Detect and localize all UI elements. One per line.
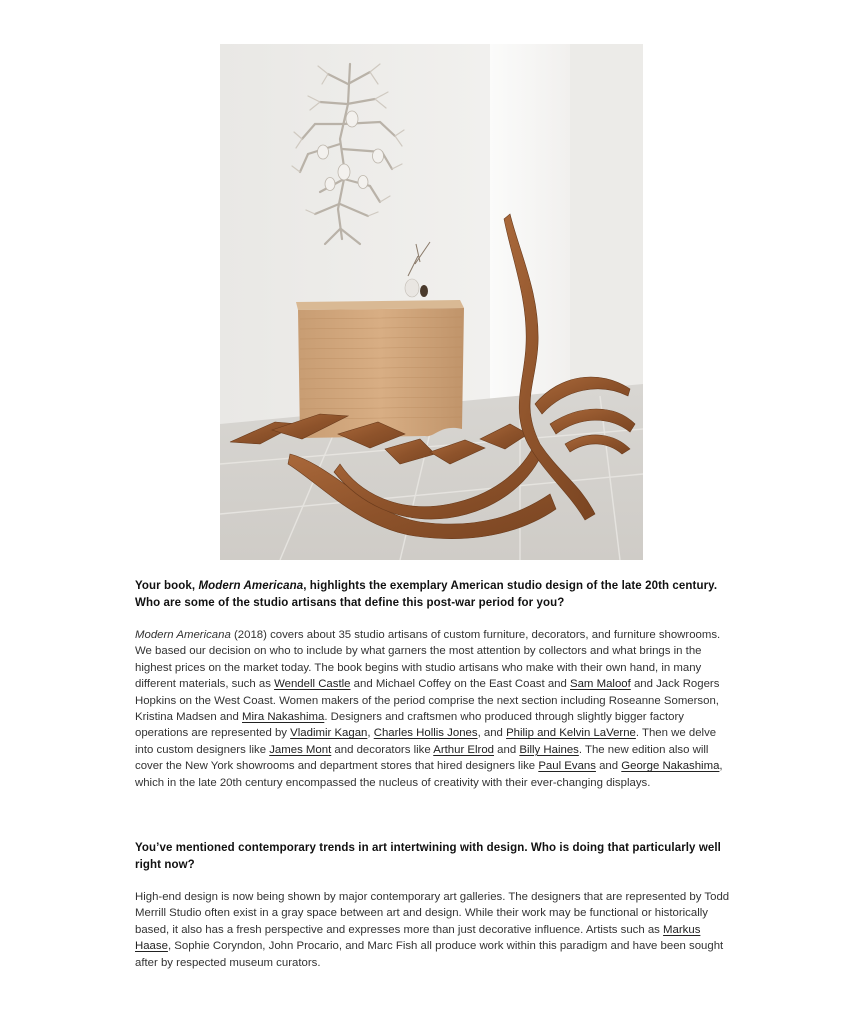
answer-text: and Jack Rogers Hopkins on the West Coast. Women makers of the period comprise the next section including Roseanne Somerson, Kristina Madsen and xyxy=(135,678,720,724)
link-billy-haines[interactable]: Billy Haines xyxy=(519,743,579,756)
answer-text: . Then we delve into custom designers like xyxy=(135,727,717,756)
question-text: , highlights the exemplary American studio design of the late 20th century. Who are some of the studio artisans that define this post-war period for you? xyxy=(135,580,718,609)
answer-text: , Sophie Coryndon, John Procario, and Marc Fish all produce work within this paradigm and have been sought after by respected museum curators. xyxy=(135,940,724,969)
book-title: Modern Americana xyxy=(135,629,231,641)
answer-text: . Designers and craftsmen who produced through slightly bigger factory operations are represented by xyxy=(135,711,684,740)
gallery-photo xyxy=(220,44,643,560)
link-paul-evans[interactable]: Paul Evans xyxy=(538,760,596,773)
interview-question-2 xyxy=(135,840,735,873)
answer-text: and decorators like xyxy=(331,743,434,756)
answer-text: , xyxy=(367,727,374,740)
answer-text: High-end design is now being shown by major contemporary art galleries. The designers that are represented by Todd Merrill Studio often exist in a gray space between art and design. While their work may be functional or historically based, it also has a fresh perspective and expresses more than just decorative influence. Artists such as xyxy=(135,891,730,936)
link-wendell-castle[interactable]: Wendell Castle xyxy=(274,678,351,691)
book-title: Modern Americana xyxy=(198,580,304,592)
answer-text: and Michael Coffey on the East Coast and xyxy=(350,678,570,691)
link-sam-maloof[interactable]: Sam Maloof xyxy=(570,678,631,691)
interview-question-1 xyxy=(135,578,735,611)
answer-text: , which in the late 20th century encompassed the nucleus of creativity with their ever-changing displays. xyxy=(135,760,723,789)
link-philip-kelvin-laverne[interactable]: Philip and Kelvin LaVerne xyxy=(506,727,636,740)
answer-text: , and xyxy=(477,727,507,740)
answer-text: (2018) covers about 35 studio artisans of custom furniture, decorators, and furniture showrooms. We based our decision on who to include by what garners the most attention by collectors and what brings in the highest prices on the market today. The book begins with studio artisans who make with their own hand, in many different materials, such as xyxy=(135,629,721,691)
answer-text: . The new edition also will cover the New York showrooms and department stores that hired designers like xyxy=(135,743,709,773)
link-arthur-elrod[interactable]: Arthur Elrod xyxy=(433,743,494,756)
link-mira-nakashima[interactable]: Mira Nakashima xyxy=(242,711,325,724)
link-markus-haase[interactable]: Markus Haase xyxy=(135,923,701,953)
link-george-nakashima[interactable]: George Nakashima xyxy=(621,760,720,773)
answer-text: and xyxy=(595,760,622,773)
link-vladimir-kagan[interactable]: Vladimir Kagan xyxy=(290,727,368,740)
interview-answer-2 xyxy=(135,889,735,971)
answer-text: and xyxy=(494,743,520,756)
interview-answer-1 xyxy=(135,627,735,791)
link-james-mont[interactable]: James Mont xyxy=(269,743,332,756)
link-charles-hollis-jones[interactable]: Charles Hollis Jones xyxy=(373,727,478,740)
question-text: You’ve mentioned contemporary trends in art intertwining with design. Who is doing that particularly well right now? xyxy=(135,842,721,871)
question-text: Your book, xyxy=(135,580,199,592)
